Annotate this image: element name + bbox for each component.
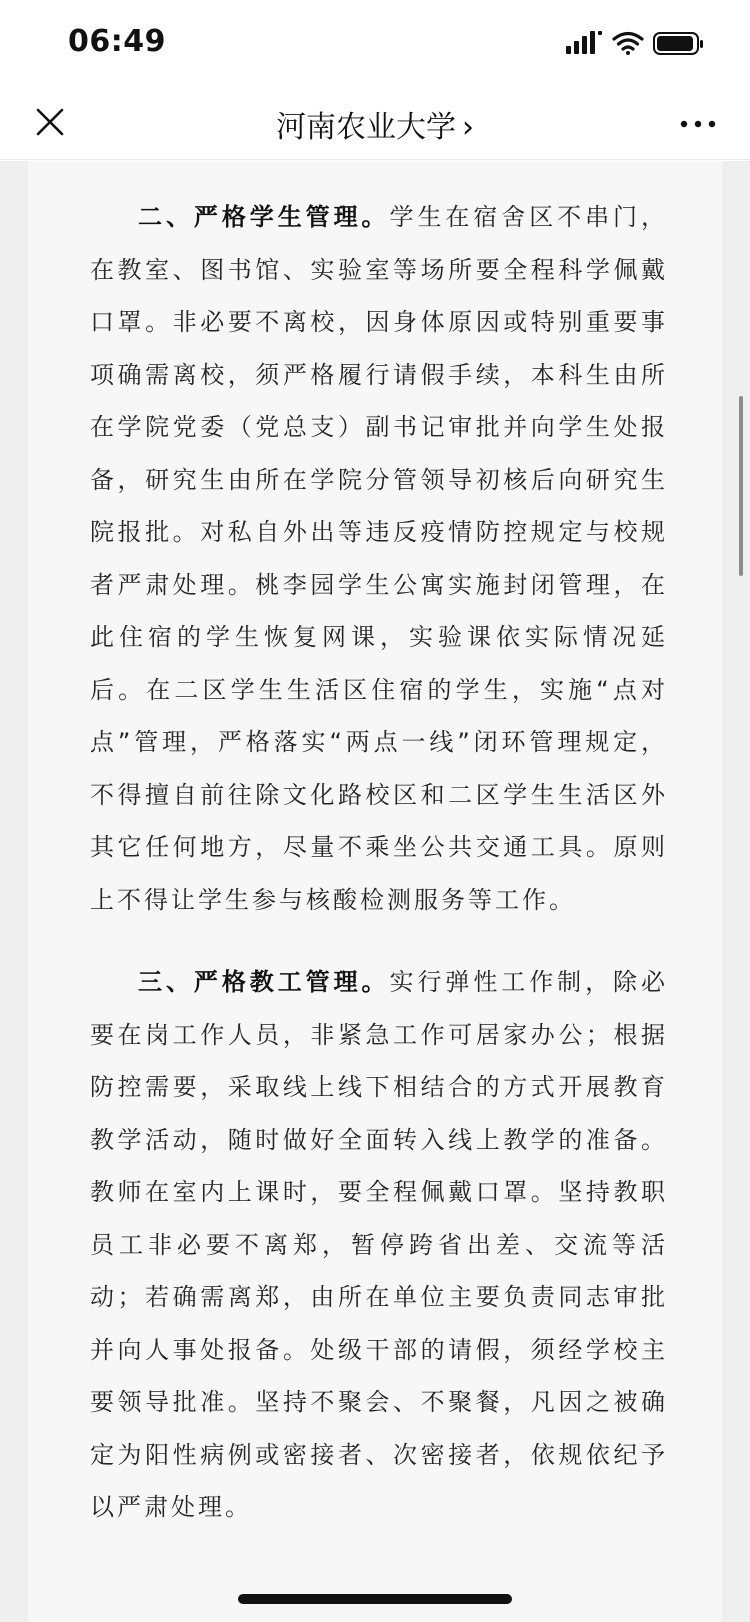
signal-icon [566,31,602,54]
nav-bar [0,88,750,160]
paragraph-body: 实行弹性工作制，除必要在岗工作人员，非紧急工作可居家办公；根据防控需要，采取线上线下相结合的方式开展教育教学活动，随时做好全面转入线上教学的准备。教师在室内上课时，要全程佩戴口罩。坚持教职员工非必要不离郑，暂停跨省出差、交流等活动；若确需离郑，由所在单位主要负责同志审批并向人事处报备。处级干部的请假，须经学校主要领导批准。坚持不聚会、不聚餐，凡因之被确定为阳性病例或密接者、次密接者，依规依纪予以严肃处理。 [90,968,668,1521]
home-indicator[interactable] [238,1594,512,1604]
wifi-icon [614,34,642,56]
paragraph-heading: 三、严格教工管理。 [138,968,390,996]
more-icon [678,114,718,134]
nav-title[interactable] [0,102,750,146]
status-time: 06:49 [68,24,166,59]
more-button[interactable] [678,114,718,134]
article-content [28,161,722,1622]
paragraph-body: 学生在宿舍区不串门，在教室、图书馆、实验室等场所要全程科学佩戴口罩。非必要不离校，因身体原因或特别重要事项确需离校，须严格履行请假手续，本科生由所在学院党委（党总支）副书记审批并向学生处报备，研究生由所在学院分管领导初核后向研究生院报批。对私自外出等违反疫情防控规定与校规者严肃处理。桃李园学生公寓实施封闭管理，在此住宿的学生恢复网课，实验课依实际情况延后。在二区学生生活区住宿的学生，实施“点对点”管理，严格落实“两点一线”闭环管理规定，不得擅自前往除文化路校区和二区学生生活区外其它任何地方，尽量不乘坐公共交通工具。原则上不得让学生参与核酸检测服务等工作。 [90,203,668,914]
article-paragraph-3 [90,956,668,1534]
page-background [0,161,750,1622]
chevron-right-icon: › [462,110,474,145]
status-icons-svg [566,30,706,58]
article-paragraph-2 [90,191,668,926]
scrollbar[interactable] [739,396,743,576]
status-icons [566,30,706,58]
battery-icon [654,33,703,54]
account-name: 河南农业大学 [276,110,456,145]
paragraph-heading: 二、严格学生管理。 [138,203,390,231]
status-bar [0,0,750,88]
